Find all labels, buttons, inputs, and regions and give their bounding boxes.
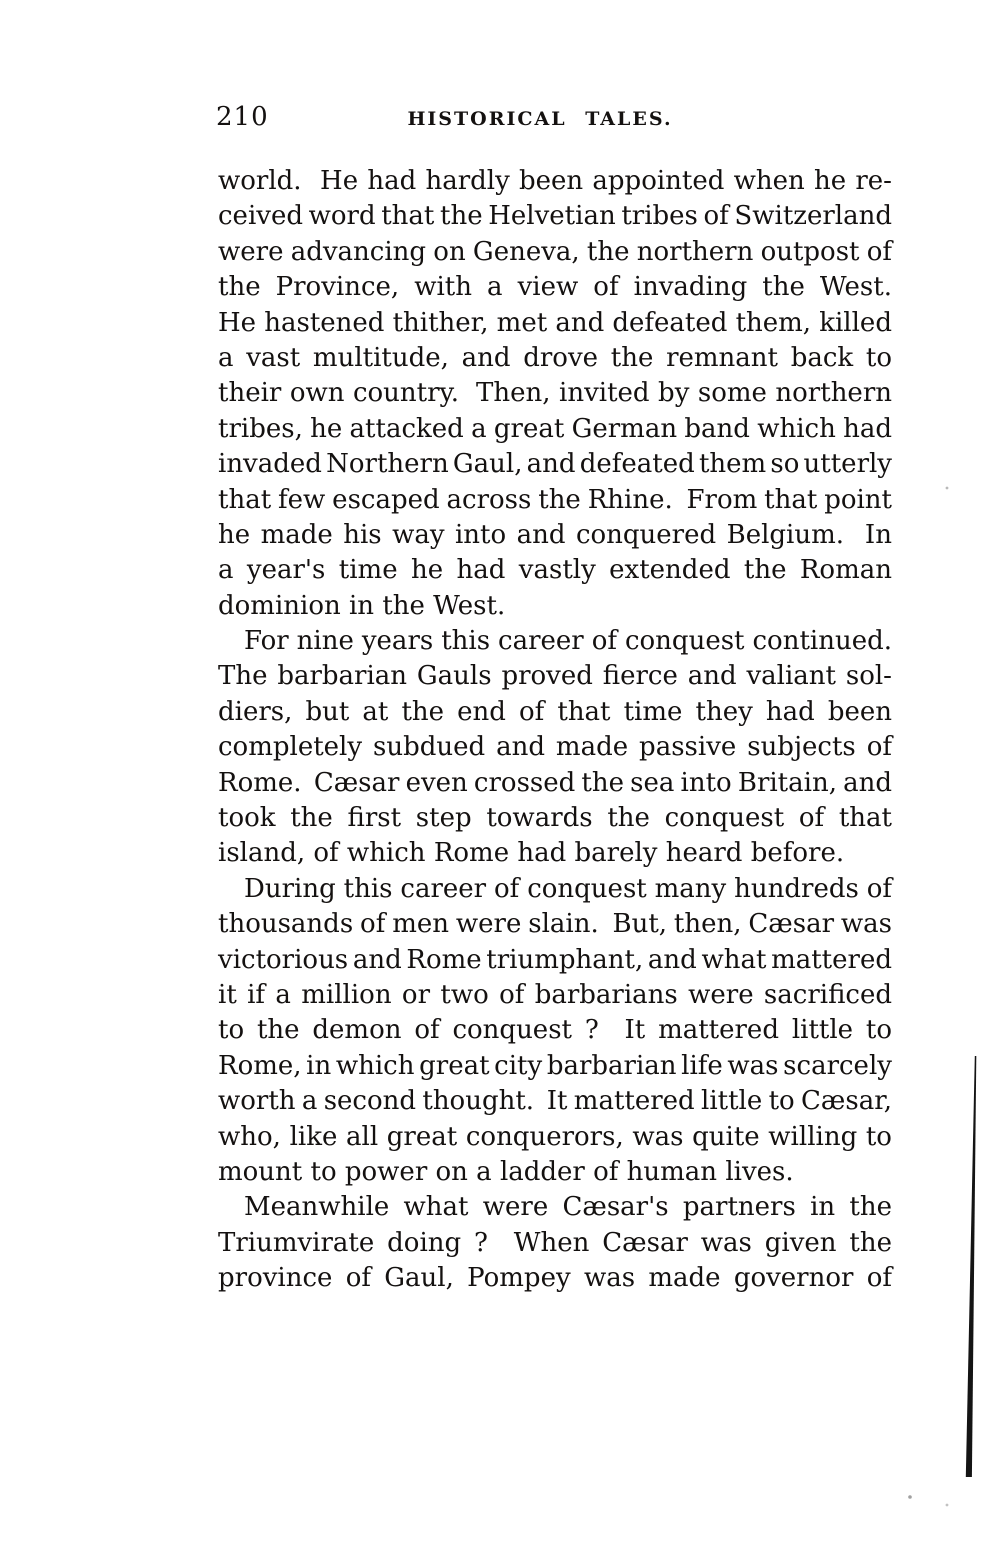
text-line: island, of which Rome had barely heard before. xyxy=(218,838,845,869)
page-body xyxy=(218,164,892,1297)
text-line: invaded Northern Gaul, and defeated them so utterly xyxy=(218,449,892,480)
text-line: ceived word that the Helvetian tribes of Switzerland xyxy=(218,201,892,232)
text-line: Meanwhile what were Cæsar's partners in the xyxy=(244,1192,892,1223)
text-line: worth a second thought. It mattered little to Cæsar, xyxy=(218,1086,893,1117)
text-line: that few escaped across the Rhine. From that point xyxy=(218,484,893,515)
text-line: Triumvirate doing ? When Cæsar was given the xyxy=(218,1227,893,1258)
text-line: world. He had hardly been appointed when he re- xyxy=(218,166,892,196)
text-line: thousands of men were slain. But, then, Cæsar was xyxy=(218,909,892,940)
running-title: HISTORICAL TALES. xyxy=(407,108,673,130)
text-line: it if a million or two of barbarians were sacrificed xyxy=(218,979,893,1010)
scan-line-artifact xyxy=(966,1056,977,1477)
text-line: the Province, with a view of invading the West. xyxy=(218,272,892,303)
text-line: Rome, in which great city barbarian life was scarcely xyxy=(218,1050,892,1081)
text-line: The barbarian Gauls proved fierce and valiant sol- xyxy=(218,661,892,692)
text-line: tribes, he attacked a great German band which had xyxy=(218,413,893,444)
text-line: During this career of conquest many hundreds of xyxy=(244,873,893,904)
text-line: For nine years this career of conquest continued. xyxy=(244,626,892,657)
text-line: to the demon of conquest ? It mattered little to xyxy=(218,1015,893,1046)
text-line: took the first step towards the conquest of that xyxy=(218,803,892,834)
text-line: a vast multitude, and drove the remnant back to xyxy=(218,342,892,373)
text-line: were advancing on Geneva, the northern outpost of xyxy=(218,236,893,267)
scan-speck xyxy=(946,487,949,490)
text-line: victorious and Rome triumphant, and what mattered xyxy=(218,944,892,975)
text-line: completely subdued and made passive subjects of xyxy=(218,732,892,763)
text-line: Rome. Cæsar even crossed the sea into Britain, and xyxy=(218,767,892,798)
text-line: a year's time he had vastly extended the Roman xyxy=(218,555,892,586)
scan-speck xyxy=(946,1504,949,1507)
text-line: diers, but at the end of that time they had been xyxy=(218,696,893,727)
text-line: he made his way into and conquered Belgium. In xyxy=(218,519,892,550)
text-line: province of Gaul, Pompey was made governor of xyxy=(218,1263,893,1294)
text-line: He hastened thither, met and defeated them, killed xyxy=(218,307,892,338)
paragraph xyxy=(218,1190,892,1296)
paragraph xyxy=(218,624,892,872)
text-line: mount to power on a ladder of human lives. xyxy=(218,1156,794,1187)
text-line: who, like all great conquerors, was quite willing to xyxy=(218,1121,892,1152)
text-line: their own country. Then, invited by some northern xyxy=(218,378,892,409)
text-line: dominion in the West. xyxy=(218,590,506,621)
scan-speck xyxy=(908,1495,912,1499)
paragraph xyxy=(218,872,892,1191)
page-number: 210 xyxy=(216,102,269,132)
paragraph xyxy=(218,164,892,624)
